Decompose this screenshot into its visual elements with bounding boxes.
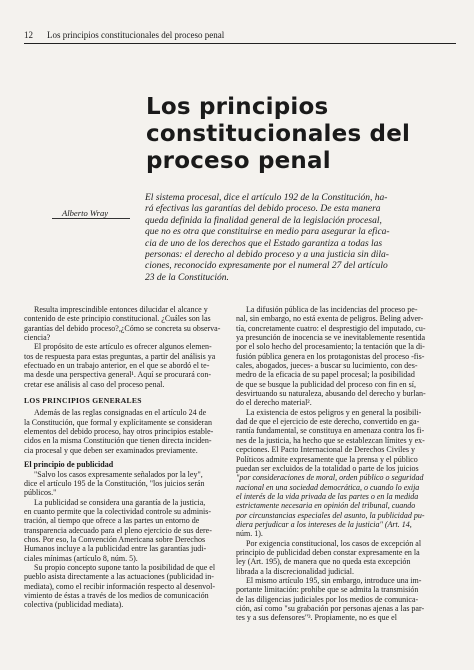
text-line: principio de publicidad deben constar expresamente en la: [236, 547, 420, 557]
author-rule: [52, 218, 130, 219]
text-line: ción, así como "su grabación por personas ajenas a las par-: [236, 604, 425, 613]
text-line: el interés de la vida privada de las partes o en la medida: [236, 491, 419, 501]
paragraph: [24, 305, 226, 342]
text-line: librada a la discrecionalidad judicial.: [236, 566, 354, 576]
spacer: [24, 389, 226, 394]
text-line: mediata), como el recibir información respecto al desenvol-: [24, 581, 216, 591]
text-line: Su propio concepto supone tanto la posibilidad de que el: [34, 562, 216, 572]
text-line: "por consideraciones de moral, orden público o seguridad: [236, 473, 424, 483]
text-line: tía, concretamente cuatro: el desprestigio del imputado, cu-: [236, 323, 426, 333]
intro-line: ciones, reconocido expresamente por el numeral 27 del artículo: [145, 261, 388, 272]
text-line: El propósito de este artículo es ofrecer algunos elemen-: [34, 342, 212, 352]
text-line: por circunstancias especiales del asunto, la publicidad pu-: [236, 510, 425, 520]
paragraph: [236, 539, 450, 576]
text-line: Resulta imprescindible entonces dilucidar el alcance y: [34, 305, 208, 314]
intro-line: El sistema procesal, dice el artículo 192 de la Constitución, ha-: [145, 193, 388, 203]
text-line: contenido de este principio constitucional. ¿Cuáles son las: [24, 314, 211, 324]
text-line: nacional en una sociedad democrática, o cuando lo exija: [236, 482, 420, 492]
text-line: nes de la justicia, ha hecho que se establezcan límites y ex-: [236, 435, 425, 445]
title-line: proceso penal: [146, 148, 331, 174]
right-column: [236, 305, 450, 623]
paragraph: [24, 498, 226, 563]
intro-line: rá efectivas las garantías del debido proceso. De esta manera: [145, 204, 381, 215]
text-line: elementos del debido proceso, hay otros principios estable-: [24, 427, 214, 437]
subsection-heading: El principio de publicidad: [24, 460, 114, 470]
running-title: Los principios constitucionales del proceso penal: [47, 30, 225, 40]
text-line: medro de la eficacia de su papel procesal; la posibilidad: [236, 370, 415, 380]
text-line: ya presunción de inocencia se ve inevitablemente resentida: [236, 333, 426, 343]
section-heading: LOS PRINCIPIOS GENERALES: [24, 396, 142, 406]
text-line: de que se busque la publicidad del proceso con fin en sí,: [236, 379, 416, 389]
text-line: Además de las reglas consignadas en el artículo 24 de: [34, 408, 207, 418]
paragraph: [236, 576, 450, 623]
text-line: ciales mínimas (artículo 8, núm. 5).: [24, 553, 138, 563]
text-line: La difusión pública de las incidencias del proceso pe-: [246, 305, 418, 314]
text-line: La existencia de estos peligros y en general la posibili-: [246, 407, 422, 417]
text-line: Por exigencia constitucional, los casos de excepción al: [246, 538, 422, 548]
title-line: Los principios: [146, 94, 329, 120]
text-line: La publicidad se considera una garantía de la justicia,: [34, 497, 206, 507]
text-line: colectiva (publicidad mediata).: [24, 600, 124, 610]
text-line: ley (Art. 195), de manera que no queda esta excepción: [236, 557, 411, 567]
intro-line: cia de uno de los derechos que el Estado garantiza a todas las: [145, 238, 383, 249]
intro-line: que no es otra que constituirse en medio para asegurar la efica-: [145, 227, 390, 238]
text-line: cia procesal y que deben ser examinados previamente.: [24, 445, 198, 455]
text-line: "Salvo los casos expresamente señalados por la ley",: [34, 469, 203, 479]
left-column: [24, 305, 226, 610]
text-line: do el derecho material².: [236, 398, 312, 408]
text-line: diera perjudicar a los intereses de la justicia" (Art. 14,: [236, 519, 412, 529]
text-line: tos de respuesta para estas preguntas, a partir del análisis ya: [24, 351, 216, 361]
text-line: Humanos incluye a la publicidad entre las garantías judi-: [24, 544, 207, 554]
paragraph: [24, 470, 226, 498]
text-line: pueblo asista directamente a las actuaciones (publicidad in-: [24, 572, 214, 582]
intro-line: queda definida la finalidad general de la legislación procesal,: [145, 215, 382, 226]
text-line: rantía fundamental, se constituya en amenaza contra los fi-: [236, 426, 425, 436]
text-line: vimiento de éstas a través de los medios de comunicación: [24, 590, 209, 600]
text-line: nal, sin embargo, no está exenta de peligros. Beling adver-: [236, 314, 424, 324]
text-line: transparencia adecuado para el pleno ejercicio de sus dere-: [24, 525, 212, 535]
text-line: Políticos admite expresamente que la prensa y el público: [236, 454, 418, 464]
text-line: estrictamente necesaria en opinión del tribunal, cuando: [236, 501, 416, 511]
text-line: chos. Por eso, la Convención Americana sobre Derechos: [24, 534, 206, 544]
text-line: cidos en la misma Constitución que tienen directa inciden-: [24, 436, 212, 446]
text-line: dad de que el ejercicio de este derecho, convertido en ga-: [236, 417, 420, 427]
text-line: puedan ser excluidos de la totalidad o parte de los juicios: [236, 463, 419, 473]
text-line: desvirtuando su naturaleza, abusando del derecho y burlan-: [236, 389, 426, 399]
text-line: tración, al tiempo que ofrece a las partes un entorno de: [24, 516, 200, 526]
text-line: de las diligencias judiciales por los medios de comunica-: [236, 594, 419, 604]
intro-line: 23 de la Constitución.: [145, 272, 229, 283]
text-line: tes y a sus defensores"³. Propiamente, no es que el: [236, 613, 397, 623]
running-header: [24, 30, 456, 44]
intro-abstract: [145, 193, 457, 284]
paragraph: [24, 342, 226, 389]
intro-line: personas: el derecho al debido proceso y a una justicia sin dila-: [145, 250, 389, 261]
text-line: públicos.": [24, 488, 57, 498]
text-line: efectuado en un trabajo anterior, en el que se abordó el te-: [24, 361, 210, 371]
text-line: cepciones. El Pacto Internacional de Derechos Civiles y: [236, 445, 416, 455]
text-line: cales, abogados, jueces- a buscar su lucimiento, con des-: [236, 361, 418, 371]
paragraph: [236, 305, 450, 408]
text-line: fusión pública genera en los protagonistas del proceso -fis-: [236, 351, 425, 361]
paragraph: [236, 408, 450, 539]
text-line: garantías del debido proceso?,¿Cómo se concreta su observa-: [24, 323, 221, 333]
page-number: 12: [24, 30, 33, 40]
text-line: ciencia?: [24, 333, 51, 343]
article-title: [146, 94, 466, 175]
paragraph: [24, 563, 226, 610]
text-line: portante limitación: prohibe que se admita la transmisión: [236, 585, 419, 595]
text-line: El mismo artículo 195, sin embargo, introduce una im-: [246, 575, 422, 585]
paragraph: [24, 408, 226, 455]
text-line: la Constitución, que formal y explícitamente se consideran: [24, 417, 212, 427]
text-line: ma desde una perspectiva general¹. Aquí se procurará con-: [24, 370, 211, 380]
title-line: constitucionales del: [146, 121, 411, 147]
text-line: en cuanto permite que la colectividad controle su adminis-: [24, 506, 212, 516]
author-name: Alberto Wray: [62, 208, 109, 218]
text-line: dice el artículo 195 de la Constitución, "los juicios serán: [24, 478, 205, 488]
text-line: núm. 1).: [236, 529, 263, 539]
text-line: por el solo hecho del procesamiento; la tentación que la di-: [236, 342, 425, 352]
text-line: cretar ese análisis al caso del proceso penal.: [24, 379, 165, 389]
